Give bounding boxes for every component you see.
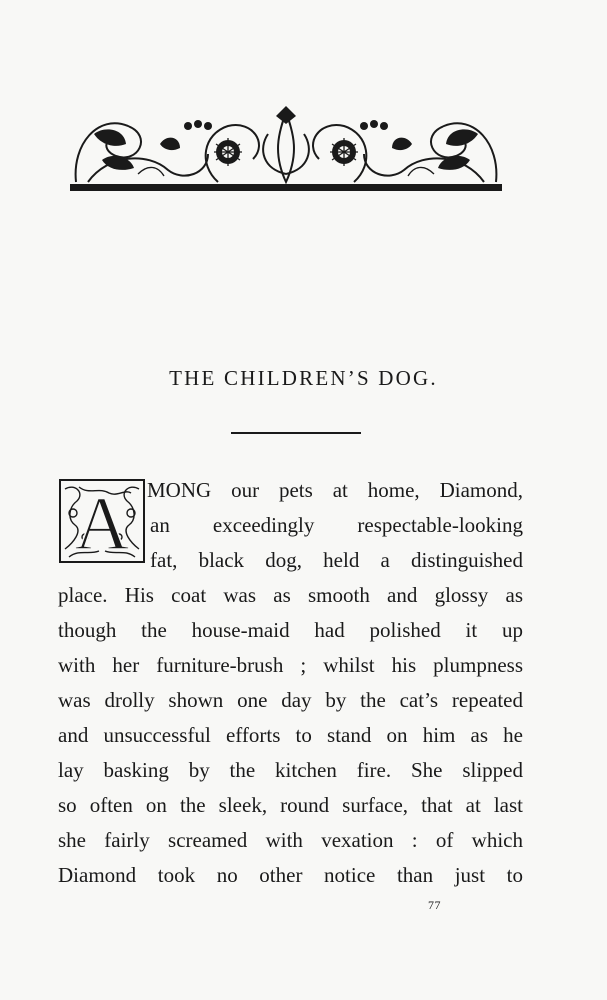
text-line-1: MONG our pets at home, Diamond, [147,478,523,502]
text-line-3: fat, black dog, held a distinguished [150,548,523,572]
text-line-10: so often on the sleek, round surface, that at last [58,793,523,817]
text-line-5: though the house-maid had polished it up [58,618,523,642]
text-line-12: Diamond took no other notice than just to [58,863,523,887]
title-divider-rule [231,432,361,434]
page-number: 77 [428,898,441,912]
text-line-6: with her furniture-brush ; whilst his plumpness [58,653,523,677]
drop-cap-letter: A [74,482,130,563]
text-line-2: an exceedingly respectable-looking [150,513,523,537]
chapter-title: THE CHILDREN’S DOG. [169,366,438,390]
text-line-8: and unsuccessful efforts to stand on him as he [58,723,523,747]
text-line-4: place. His coat was as smooth and glossy as [58,583,523,607]
decorative-headpiece-ornament [68,104,504,196]
decorated-drop-cap-initial [59,479,145,563]
text-line-11: she fairly screamed with vexation : of which [58,828,523,852]
text-line-9: lay basking by the kitchen fire. She slipped [58,758,523,782]
text-line-7: was drolly shown one day by the cat’s repeated [58,688,523,712]
